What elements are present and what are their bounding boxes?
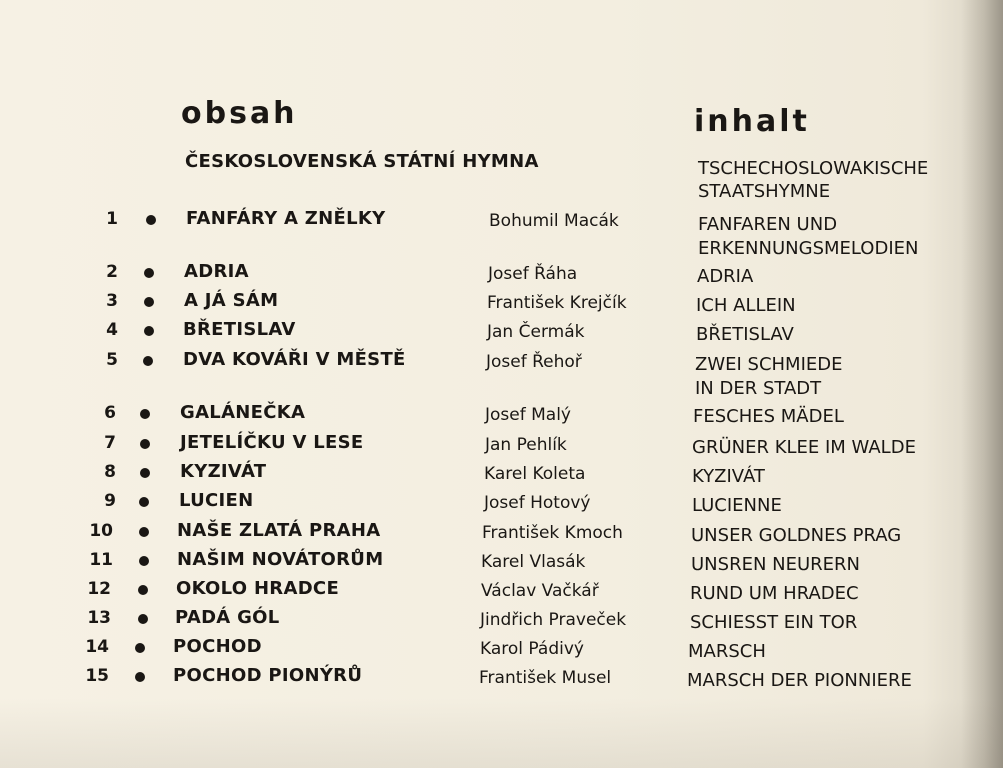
- contents-heading-czech: obsah: [181, 96, 298, 131]
- track-number: 13: [87, 608, 111, 628]
- track-row: [0, 666, 1003, 696]
- bullet-icon: [138, 614, 148, 624]
- track-number: 14: [85, 637, 109, 657]
- track-row: [0, 349, 1003, 399]
- track-title-german: GRÜNER KLEE IM WALDE: [692, 437, 916, 458]
- track-row: [0, 208, 1003, 259]
- track-number: 9: [104, 491, 116, 511]
- track-number: 7: [104, 433, 116, 453]
- track-title-czech: GALÁNEČKA: [180, 402, 306, 423]
- track-composer: Václav Vačkář: [481, 581, 599, 601]
- track-composer: Bohumil Macák: [489, 211, 619, 231]
- bullet-icon: [135, 672, 145, 682]
- track-composer: Josef Hotový: [484, 493, 591, 513]
- track-title-czech: A JÁ SÁM: [184, 290, 279, 311]
- track-row: [0, 291, 1003, 321]
- track-composer: Jan Pehlík: [485, 435, 567, 455]
- page-bottom-shade: [0, 698, 1003, 768]
- track-title-german: SCHIESST EIN TOR: [690, 612, 858, 633]
- track-number: 2: [106, 262, 118, 282]
- track-title-czech: NAŠE ZLATÁ PRAHA: [177, 520, 381, 541]
- track-composer: František Musel: [479, 668, 612, 688]
- track-number: 6: [104, 403, 116, 423]
- track-title-german: FESCHES MÄDEL: [693, 406, 844, 427]
- track-row: [0, 403, 1003, 433]
- track-title-german: BŘETISLAV: [696, 324, 794, 345]
- track-composer: František Krejčík: [487, 293, 627, 313]
- track-title-german: ZWEI SCHMIEDE IN DER STADT: [695, 354, 843, 399]
- track-number: 12: [87, 579, 111, 599]
- bullet-icon: [139, 556, 149, 566]
- track-title-german: LUCIENNE: [692, 495, 782, 516]
- track-composer: Josef Malý: [485, 405, 571, 425]
- bullet-icon: [139, 497, 149, 507]
- track-number: 8: [104, 462, 116, 482]
- track-title-german: ICH ALLEIN: [696, 295, 796, 316]
- track-title-german: UNSER GOLDNES PRAG: [691, 525, 902, 546]
- track-title-czech: LUCIEN: [179, 490, 254, 511]
- track-number: 5: [106, 350, 118, 370]
- track-composer: Karel Koleta: [484, 464, 586, 484]
- track-row: [0, 262, 1003, 292]
- track-title-german: MARSCH: [688, 641, 766, 662]
- bullet-icon: [135, 643, 145, 653]
- track-composer: Josef Řehoř: [486, 352, 582, 372]
- track-composer: Jindřich Praveček: [480, 610, 627, 630]
- bullet-icon: [140, 439, 150, 449]
- track-title-german: FANFAREN UND ERKENNUNGSMELODIEN: [698, 214, 919, 259]
- track-number: 1: [106, 209, 118, 229]
- track-title-czech: POCHOD PIONÝRŮ: [173, 665, 363, 686]
- track-composer: Karel Vlasák: [481, 552, 586, 572]
- track-title-czech: OKOLO HRADCE: [176, 578, 340, 599]
- track-row: [0, 462, 1003, 492]
- bullet-icon: [139, 527, 149, 537]
- track-title-czech: DVA KOVÁŘI V MĚSTĚ: [183, 349, 406, 370]
- track-number: 11: [89, 550, 113, 570]
- track-title-czech: KYZIVÁT: [180, 461, 267, 482]
- track-row: [0, 491, 1003, 521]
- track-title-german: UNSREN NEURERN: [691, 554, 860, 575]
- track-title-czech: ADRIA: [184, 261, 249, 282]
- bullet-icon: [143, 356, 153, 366]
- track-title-czech: BŘETISLAV: [183, 319, 296, 340]
- track-composer: Jan Čermák: [487, 322, 585, 342]
- track-title-czech: NAŠIM NOVÁTORŮM: [177, 549, 384, 570]
- anthem-title-german: TSCHECHOSLOWAKISCHE STAATSHYMNE: [698, 158, 929, 202]
- bullet-icon: [144, 326, 154, 336]
- track-number: 3: [106, 291, 118, 311]
- track-number: 10: [89, 521, 113, 541]
- track-row: [0, 521, 1003, 551]
- bullet-icon: [140, 409, 150, 419]
- track-row: [0, 320, 1003, 350]
- bullet-icon: [146, 215, 156, 225]
- bullet-icon: [140, 468, 150, 478]
- contents-heading-german: inhalt: [694, 104, 810, 139]
- track-title-czech: POCHOD: [173, 636, 262, 657]
- track-title-czech: PADÁ GÓL: [175, 607, 280, 628]
- track-number: 4: [106, 320, 118, 340]
- track-row: [0, 550, 1003, 580]
- track-title-german: RUND UM HRADEC: [690, 583, 859, 604]
- track-composer: Josef Řáha: [488, 264, 578, 284]
- anthem-title-czech: ČESKOSLOVENSKÁ STÁTNÍ HYMNA: [185, 151, 539, 172]
- track-number: 15: [85, 666, 109, 686]
- track-composer: František Kmoch: [482, 523, 623, 543]
- track-title-czech: JETELÍČKU V LESE: [180, 432, 364, 453]
- bullet-icon: [144, 268, 154, 278]
- track-title-german: KYZIVÁT: [692, 466, 765, 487]
- track-title-german: ADRIA: [697, 266, 754, 287]
- track-title-czech: FANFÁRY A ZNĚLKY: [186, 208, 386, 229]
- track-composer: Karol Pádivý: [480, 639, 584, 659]
- track-row: [0, 637, 1003, 667]
- bullet-icon: [138, 585, 148, 595]
- track-row: [0, 579, 1003, 609]
- track-row: [0, 433, 1003, 463]
- bullet-icon: [144, 297, 154, 307]
- track-title-german: MARSCH DER PIONNIERE: [687, 670, 912, 691]
- track-row: [0, 608, 1003, 638]
